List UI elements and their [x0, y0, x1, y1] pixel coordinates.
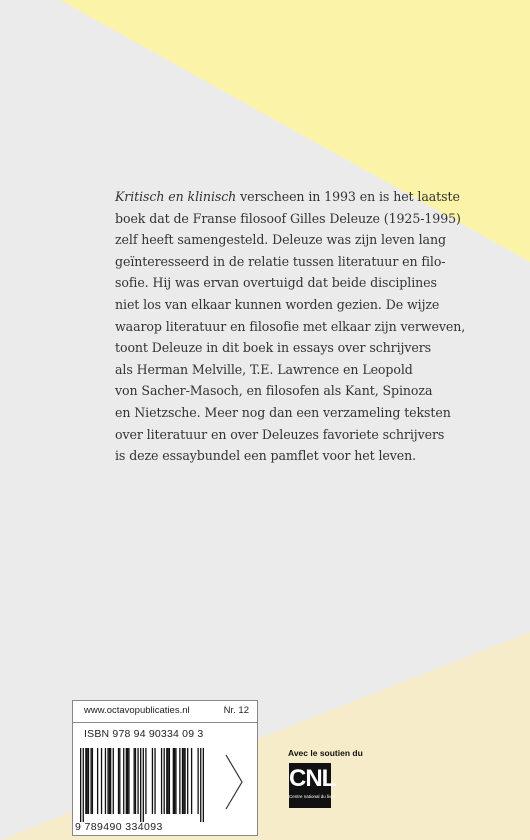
barcode — [80, 748, 204, 822]
barcode-bar — [145, 748, 146, 814]
blurb-line: over literatuur en over Deleuzes favoriete schrijvers — [115, 426, 445, 442]
barcode-bar — [200, 748, 201, 822]
blurb-line: sofie. Hij was ervan overtuigd dat beide disciplines — [115, 275, 437, 291]
cnl-logo — [289, 763, 336, 808]
chevron-right-icon — [223, 753, 245, 811]
barcode-bar — [164, 748, 165, 814]
barcode-number: 9 789490 334093 — [75, 821, 163, 833]
blurb-line: zelf heeft samengesteld. Deleuze was zijn leven lang — [115, 232, 446, 248]
barcode-bar — [137, 748, 138, 814]
series-number: Nr. 12 — [223, 705, 249, 716]
barcode-bar — [173, 748, 174, 814]
barcode-bar — [203, 748, 204, 822]
barcode-bar — [105, 748, 106, 814]
barcode-bar — [90, 748, 91, 814]
barcode-bar — [182, 748, 183, 814]
barcode-bar — [169, 748, 170, 814]
barcode-bar — [197, 748, 198, 814]
blurb-line: Kritisch en klinisch verscheen in 1993 en is het laatste — [115, 189, 460, 204]
barcode-bar — [123, 748, 124, 814]
barcode-bar — [152, 748, 153, 814]
barcode-bar — [87, 748, 88, 814]
publisher-website[interactable]: www.octavopublicaties.nl — [84, 705, 190, 716]
barcode-bar — [85, 748, 86, 814]
barcode-bar — [80, 748, 81, 822]
barcode-bar — [127, 748, 128, 814]
blurb-line: toont Deleuze in dit boek in essays over schrijvers — [115, 340, 431, 356]
barcode-bar — [118, 748, 119, 814]
back-cover-blurb — [115, 186, 515, 467]
blurb-line: als Herman Melville, T.E. Lawrence en Leopold — [115, 361, 413, 377]
barcode-bar — [161, 748, 162, 814]
barcode-bar — [113, 748, 114, 814]
barcode-bar — [179, 748, 180, 814]
barcode-bar — [110, 748, 111, 814]
barcode-bar — [128, 748, 129, 814]
barcode-bar — [135, 748, 136, 814]
blurb-line: is deze essaybundel een pamflet voor het leven. — [115, 448, 417, 464]
barcode-bar — [191, 748, 192, 814]
barcode-bar — [175, 748, 176, 814]
publisher-label-box — [72, 700, 258, 836]
barcode-bar — [83, 748, 84, 822]
barcode-bar — [183, 748, 184, 814]
barcode-bar — [101, 748, 102, 814]
barcode-bar — [184, 748, 185, 814]
barcode-bar — [119, 748, 120, 814]
barcode-bar — [166, 748, 167, 814]
book-title-italic: Kritisch en klinisch — [115, 189, 237, 204]
barcode-bar — [143, 748, 144, 822]
barcode-bar — [167, 748, 168, 814]
barcode-bar — [107, 748, 108, 814]
cnl-logo-subtitle: Centre national du livre — [289, 794, 336, 799]
barcode-bar — [88, 748, 89, 814]
barcode-bar — [140, 748, 141, 822]
barcode-bar — [126, 748, 127, 814]
barcode-bar — [109, 748, 110, 814]
blurb-line: von Sacher-Masoch, en filosofen als Kant, Spinoza — [115, 383, 433, 399]
blurb-line: waarop literatuur en filosofie met elkaar zijn verweven, — [115, 318, 466, 334]
blurb-line: geïnteresseerd in de relatie tussen literatuur en filo- — [115, 253, 446, 269]
barcode-bar — [154, 748, 155, 814]
barcode-bar — [97, 748, 98, 814]
blurb-line: en Nietzsche. Meer nog dan een verzameling teksten — [115, 404, 451, 420]
barcode-bar — [92, 748, 93, 814]
cnl-logo-letters: CNL — [289, 765, 336, 792]
barcode-bar — [187, 748, 188, 814]
isbn-text: ISBN 978 94 90334 09 3 — [84, 728, 204, 740]
barcode-bar — [174, 748, 175, 814]
barcode-bar — [134, 748, 135, 814]
sponsor-caption: Avec le soutien du — [288, 748, 363, 758]
blurb-line: boek dat de Franse filosoof Gilles Deleuze (1925-1995) — [115, 210, 461, 226]
label-header — [73, 701, 257, 723]
blurb-line: niet los van elkaar kunnen worden gezien. De wijze — [115, 296, 440, 312]
